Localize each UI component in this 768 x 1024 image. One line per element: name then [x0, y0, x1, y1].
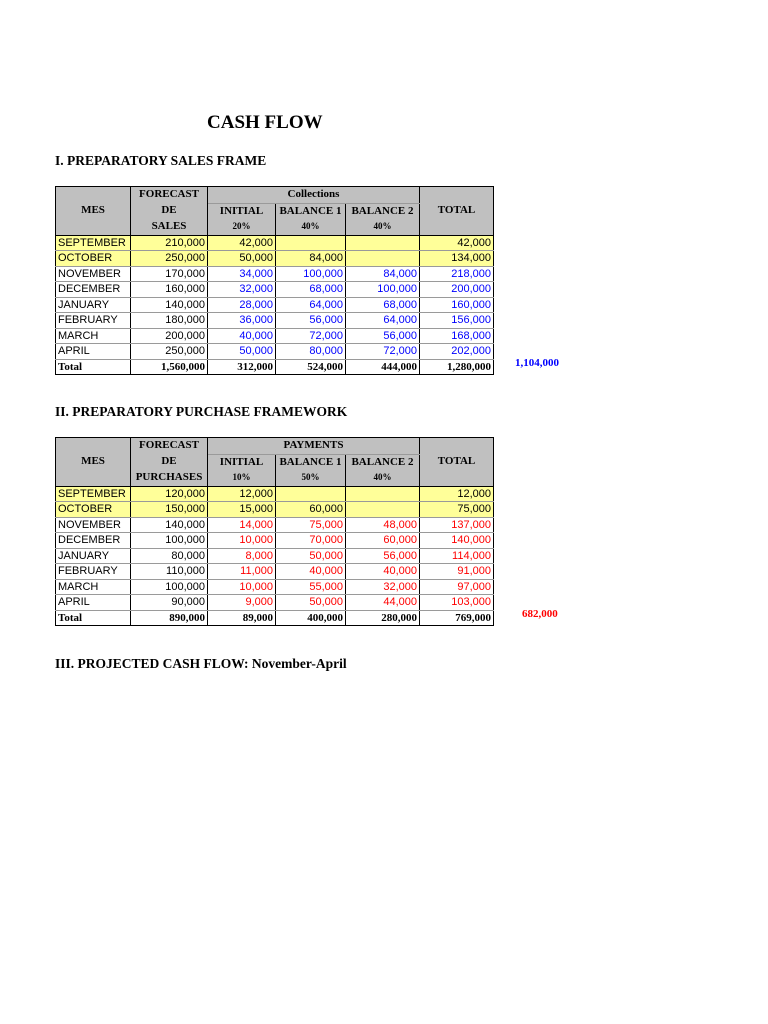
total-forecast-cell: 1,560,000: [131, 359, 208, 375]
total-label-cell: Total: [56, 359, 131, 375]
balance2-cell: 64,000: [346, 313, 420, 329]
page-title: CASH FLOW: [207, 112, 323, 133]
total-balance2-cell: 444,000: [346, 359, 420, 375]
table-row: [56, 282, 494, 298]
total-cell: 218,000: [420, 266, 494, 282]
total-cell: 75,000: [420, 502, 494, 518]
initial-cell: 10,000: [208, 533, 276, 549]
col-header-initial-pct: 20%: [208, 219, 276, 235]
month-cell: FEBRUARY: [56, 313, 131, 329]
month-cell: APRIL: [56, 344, 131, 360]
balance2-cell: 68,000: [346, 297, 420, 313]
balance1-cell: 80,000: [276, 344, 346, 360]
col-header-balance2: BALANCE 2: [346, 203, 420, 219]
col-header-forecast-3: SALES: [131, 219, 208, 235]
table-row: [56, 579, 494, 595]
balance2-cell: 60,000: [346, 533, 420, 549]
total-cell: 134,000: [420, 251, 494, 267]
month-cell: JANUARY: [56, 548, 131, 564]
balance1-cell: 56,000: [276, 313, 346, 329]
initial-cell: 34,000: [208, 266, 276, 282]
balance2-cell: [346, 235, 420, 251]
initial-cell: 28,000: [208, 297, 276, 313]
balance1-cell: 84,000: [276, 251, 346, 267]
balance1-cell: 72,000: [276, 328, 346, 344]
col-header-balance2-pct: 40%: [346, 219, 420, 235]
initial-cell: 36,000: [208, 313, 276, 329]
col-header-balance2: BALANCE 2: [346, 454, 420, 470]
col-header-total: TOTAL: [420, 438, 494, 487]
col-header-forecast-2: DE: [131, 203, 208, 219]
month-cell: JANUARY: [56, 297, 131, 313]
initial-cell: 15,000: [208, 502, 276, 518]
col-header-forecast-1: FORECAST: [131, 187, 208, 204]
balance1-cell: 60,000: [276, 502, 346, 518]
table-row: [56, 533, 494, 549]
purchases-table: [55, 437, 494, 626]
month-cell: SEPTEMBER: [56, 486, 131, 502]
total-balance2-cell: 280,000: [346, 610, 420, 626]
balance2-cell: [346, 486, 420, 502]
balance2-cell: 72,000: [346, 344, 420, 360]
forecast-cell: 200,000: [131, 328, 208, 344]
col-header-group: Collections: [208, 187, 420, 204]
month-cell: OCTOBER: [56, 251, 131, 267]
table-row: [56, 235, 494, 251]
table-row: [56, 313, 494, 329]
initial-cell: 9,000: [208, 595, 276, 611]
month-cell: MARCH: [56, 579, 131, 595]
sales-section-title: I. PREPARATORY SALES FRAME: [55, 153, 267, 168]
total-balance1-cell: 400,000: [276, 610, 346, 626]
initial-cell: 40,000: [208, 328, 276, 344]
forecast-cell: 160,000: [131, 282, 208, 298]
col-header-initial: INITIAL: [208, 454, 276, 470]
total-cell: 160,000: [420, 297, 494, 313]
total-cell: 91,000: [420, 564, 494, 580]
forecast-cell: 100,000: [131, 533, 208, 549]
total-cell: 12,000: [420, 486, 494, 502]
total-label-cell: Total: [56, 610, 131, 626]
table-row: [56, 502, 494, 518]
balance2-cell: 40,000: [346, 564, 420, 580]
forecast-cell: 80,000: [131, 548, 208, 564]
col-header-balance1-pct: 40%: [276, 219, 346, 235]
col-header-mes: MES: [56, 187, 131, 236]
forecast-cell: 250,000: [131, 251, 208, 267]
balance2-cell: 48,000: [346, 517, 420, 533]
forecast-cell: 250,000: [131, 344, 208, 360]
balance1-cell: 50,000: [276, 595, 346, 611]
month-cell: APRIL: [56, 595, 131, 611]
total-initial-cell: 312,000: [208, 359, 276, 375]
month-cell: NOVEMBER: [56, 517, 131, 533]
balance1-cell: 55,000: [276, 579, 346, 595]
sales-grand-total: 1,104,000: [515, 357, 559, 369]
total-forecast-cell: 890,000: [131, 610, 208, 626]
table-row: [56, 251, 494, 267]
balance2-cell: [346, 502, 420, 518]
initial-cell: 42,000: [208, 235, 276, 251]
month-cell: SEPTEMBER: [56, 235, 131, 251]
balance1-cell: 100,000: [276, 266, 346, 282]
initial-cell: 32,000: [208, 282, 276, 298]
balance2-cell: 56,000: [346, 328, 420, 344]
balance2-cell: 44,000: [346, 595, 420, 611]
totals-row: [56, 610, 494, 626]
month-cell: DECEMBER: [56, 282, 131, 298]
table-row: [56, 564, 494, 580]
forecast-cell: 170,000: [131, 266, 208, 282]
table-row: [56, 328, 494, 344]
balance1-cell: [276, 235, 346, 251]
initial-cell: 14,000: [208, 517, 276, 533]
balance1-cell: 70,000: [276, 533, 346, 549]
purchases-section-title: II. PREPARATORY PURCHASE FRAMEWORK: [55, 404, 348, 419]
balance1-cell: 75,000: [276, 517, 346, 533]
total-cell: 202,000: [420, 344, 494, 360]
col-header-balance1: BALANCE 1: [276, 454, 346, 470]
col-header-group: PAYMENTS: [208, 438, 420, 455]
total-cell: 156,000: [420, 313, 494, 329]
table-row: [56, 344, 494, 360]
total-initial-cell: 89,000: [208, 610, 276, 626]
total-cell: 97,000: [420, 579, 494, 595]
initial-cell: 10,000: [208, 579, 276, 595]
total-balance1-cell: 524,000: [276, 359, 346, 375]
balance1-cell: 64,000: [276, 297, 346, 313]
forecast-cell: 140,000: [131, 297, 208, 313]
forecast-cell: 120,000: [131, 486, 208, 502]
projected-section-title: III. PROJECTED CASH FLOW: November-April: [55, 656, 347, 671]
purchases-grand-total: 682,000: [522, 608, 558, 620]
table-row: [56, 595, 494, 611]
month-cell: OCTOBER: [56, 502, 131, 518]
forecast-cell: 180,000: [131, 313, 208, 329]
table-row: [56, 517, 494, 533]
balance1-cell: 50,000: [276, 548, 346, 564]
total-cell: 114,000: [420, 548, 494, 564]
balance2-cell: [346, 251, 420, 267]
month-cell: DECEMBER: [56, 533, 131, 549]
forecast-cell: 150,000: [131, 502, 208, 518]
total-cell: 103,000: [420, 595, 494, 611]
total-cell: 137,000: [420, 517, 494, 533]
forecast-cell: 110,000: [131, 564, 208, 580]
initial-cell: 50,000: [208, 344, 276, 360]
col-header-balance1-pct: 50%: [276, 470, 346, 486]
balance1-cell: [276, 486, 346, 502]
col-header-forecast-2: DE: [131, 454, 208, 470]
col-header-initial-pct: 10%: [208, 470, 276, 486]
table-row: [56, 548, 494, 564]
forecast-cell: 90,000: [131, 595, 208, 611]
total-cell: 42,000: [420, 235, 494, 251]
totals-row: [56, 359, 494, 375]
initial-cell: 12,000: [208, 486, 276, 502]
balance2-cell: 100,000: [346, 282, 420, 298]
table-row: [56, 266, 494, 282]
initial-cell: 11,000: [208, 564, 276, 580]
forecast-cell: 210,000: [131, 235, 208, 251]
balance1-cell: 40,000: [276, 564, 346, 580]
col-header-initial: INITIAL: [208, 203, 276, 219]
col-header-mes: MES: [56, 438, 131, 487]
total-cell: 140,000: [420, 533, 494, 549]
col-header-total: TOTAL: [420, 187, 494, 236]
forecast-cell: 100,000: [131, 579, 208, 595]
initial-cell: 8,000: [208, 548, 276, 564]
month-cell: FEBRUARY: [56, 564, 131, 580]
total-total-cell: 769,000: [420, 610, 494, 626]
month-cell: MARCH: [56, 328, 131, 344]
balance2-cell: 56,000: [346, 548, 420, 564]
total-cell: 200,000: [420, 282, 494, 298]
col-header-forecast-3: PURCHASES: [131, 470, 208, 486]
sales-table: [55, 186, 494, 375]
balance2-cell: 32,000: [346, 579, 420, 595]
balance2-cell: 84,000: [346, 266, 420, 282]
month-cell: NOVEMBER: [56, 266, 131, 282]
total-total-cell: 1,280,000: [420, 359, 494, 375]
col-header-balance1: BALANCE 1: [276, 203, 346, 219]
col-header-forecast-1: FORECAST: [131, 438, 208, 455]
col-header-balance2-pct: 40%: [346, 470, 420, 486]
total-cell: 168,000: [420, 328, 494, 344]
initial-cell: 50,000: [208, 251, 276, 267]
forecast-cell: 140,000: [131, 517, 208, 533]
balance1-cell: 68,000: [276, 282, 346, 298]
table-row: [56, 486, 494, 502]
table-row: [56, 297, 494, 313]
